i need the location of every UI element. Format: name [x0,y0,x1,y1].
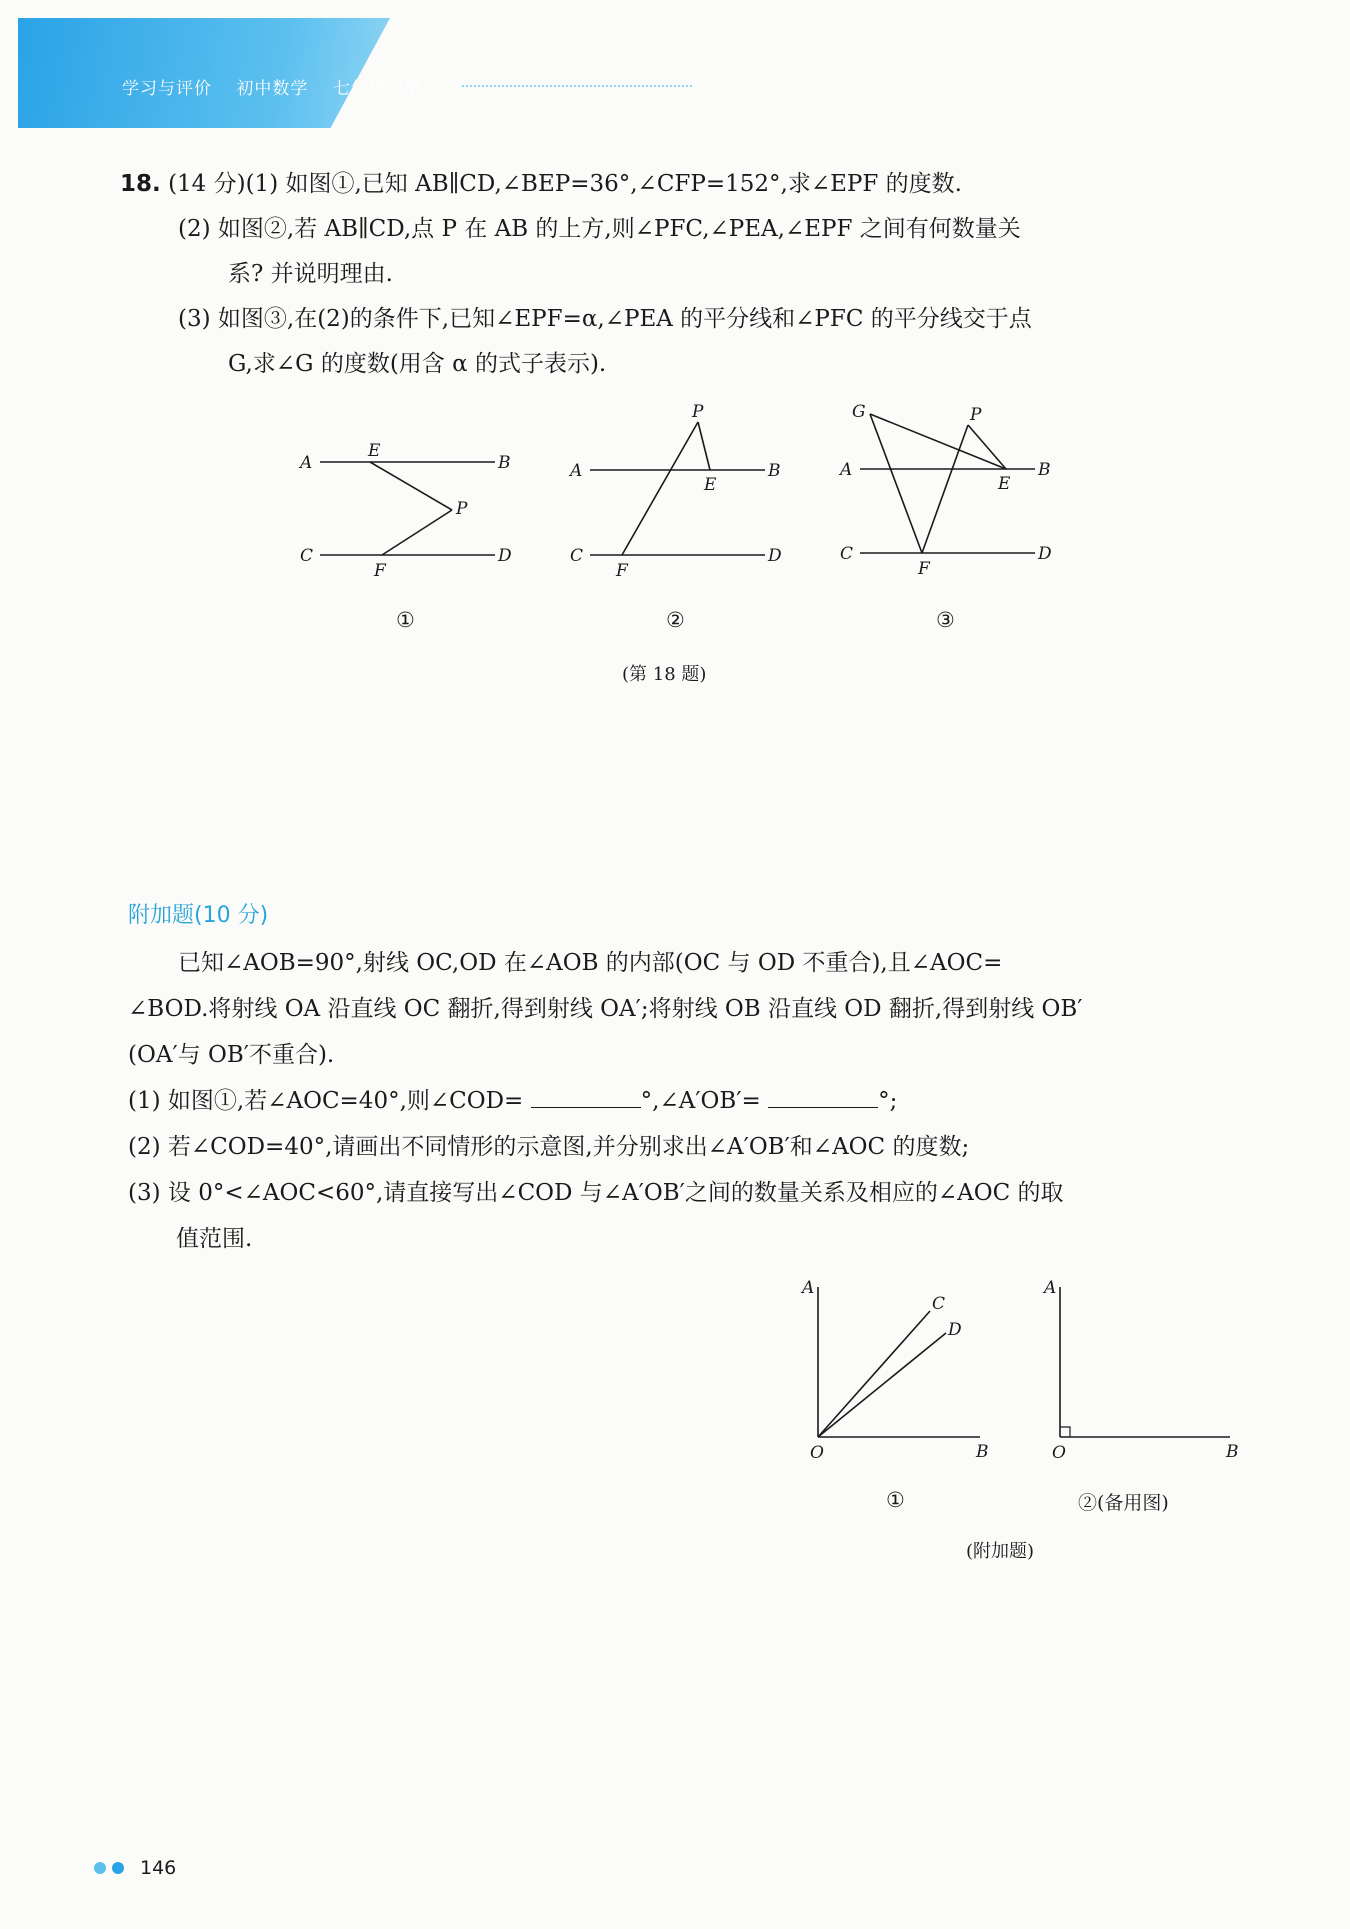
label-P: P [692,402,704,422]
label-B: B [1226,1442,1239,1462]
label-F: F [918,559,930,579]
label-G: G [852,402,866,422]
bonus-line2: ∠BOD.将射线 OA 沿直线 OC 翻折,得到射线 OA′;将射线 OB 沿直线 OD 翻折,得到射线 OB′ [128,996,1083,1022]
header [122,74,441,99]
label-C: C [932,1294,946,1314]
label-O: O [1052,1443,1066,1463]
bonus-q3b: 值范围. [176,1226,253,1252]
bonus-figure-2 [1030,1265,1250,1465]
label-B: B [976,1442,989,1462]
bonus-q3: (3) 设 0°<∠AOC<60°,请直接写出∠COD 与∠A′OB′之间的数量关系及相应的∠AOC 的取 [128,1180,1064,1206]
bonus-line1: 已知∠AOB=90°,射线 OC,OD 在∠AOB 的内部(OC 与 OD 不重合),且∠AOC= [178,950,1003,976]
header-series: 学习与评价 [122,79,212,99]
label-A: A [840,460,853,480]
bonus-q1 [128,1082,897,1115]
label-C: C [570,546,584,566]
bonus-figure-1 [790,1265,1010,1465]
q18-number: 18. [120,171,161,197]
label-F: F [616,561,628,581]
bonus-q1-text-b: °,∠A′OB′= [640,1088,761,1114]
bonus-fig1-label: ① [886,1488,905,1512]
q18-fig3-label: ③ [936,608,955,632]
header-grade: 七年级上册 [332,79,423,99]
label-A: A [802,1278,815,1298]
q18-figure-1 [290,420,530,590]
q18-figure-2 [560,400,800,590]
label-B: B [768,461,781,481]
label-C: C [300,546,314,566]
label-A: A [570,461,583,481]
bonus-title: 附加题(10 分) [128,903,269,928]
answer-blank-cod[interactable] [531,1087,641,1108]
page-number: 146 [140,1857,177,1879]
label-B: B [1038,460,1051,480]
label-A: A [1044,1278,1057,1298]
label-D: D [1038,544,1052,564]
footer-dot-2 [112,1862,124,1874]
bonus-fig2-label: ②(备用图) [1078,1492,1169,1514]
q18-line2: (2) 如图②,若 AB∥CD,点 P 在 AB 的上方,则∠PFC,∠PEA,∠EPF 之间有何数量关 [178,216,1021,242]
label-B: B [498,453,511,473]
header-band [18,18,390,128]
bonus-q1-text-a: (1) 如图①,若∠AOC=40°,则∠COD= [128,1088,524,1114]
label-F: F [374,561,386,581]
label-D: D [948,1320,962,1340]
q18-figure-3 [830,400,1070,590]
q18-line5: G,求∠G 的度数(用含 α 的式子表示). [228,351,607,377]
label-A: A [300,453,313,473]
label-O: O [810,1443,824,1463]
label-C: C [840,544,854,564]
label-D: D [498,546,512,566]
bonus-caption: (附加题) [966,1541,1035,1562]
q18-line3: 系? 并说明理由. [228,261,393,287]
q18-fig2-label: ② [666,608,685,632]
q18-text1: (14 分)(1) 如图①,已知 AB∥CD,∠BEP=36°,∠CFP=152°,求∠EPF 的度数. [168,171,962,197]
header-divider [462,85,692,87]
label-P: P [456,499,468,519]
label-E: E [704,475,717,495]
bonus-line3: (OA′与 OB′不重合). [128,1042,335,1068]
label-E: E [368,441,381,461]
footer-dot-1 [94,1862,106,1874]
label-E: E [998,474,1011,494]
q18-caption: (第 18 题) [622,664,707,685]
q18-line4: (3) 如图③,在(2)的条件下,已知∠EPF=α,∠PEA 的平分线和∠PFC 的平分线交于点 [178,306,1032,332]
header-subject: 初中数学 [236,79,309,99]
bonus-q2: (2) 若∠COD=40°,请画出不同情形的示意图,并分别求出∠A′OB′和∠AOC 的度数; [128,1134,970,1160]
bonus-q1-text-c: °; [878,1088,898,1114]
q18-fig1-label: ① [396,608,415,632]
label-D: D [768,546,782,566]
label-P: P [970,405,982,425]
q18-line1 [120,165,962,198]
answer-blank-aob[interactable] [768,1087,878,1108]
